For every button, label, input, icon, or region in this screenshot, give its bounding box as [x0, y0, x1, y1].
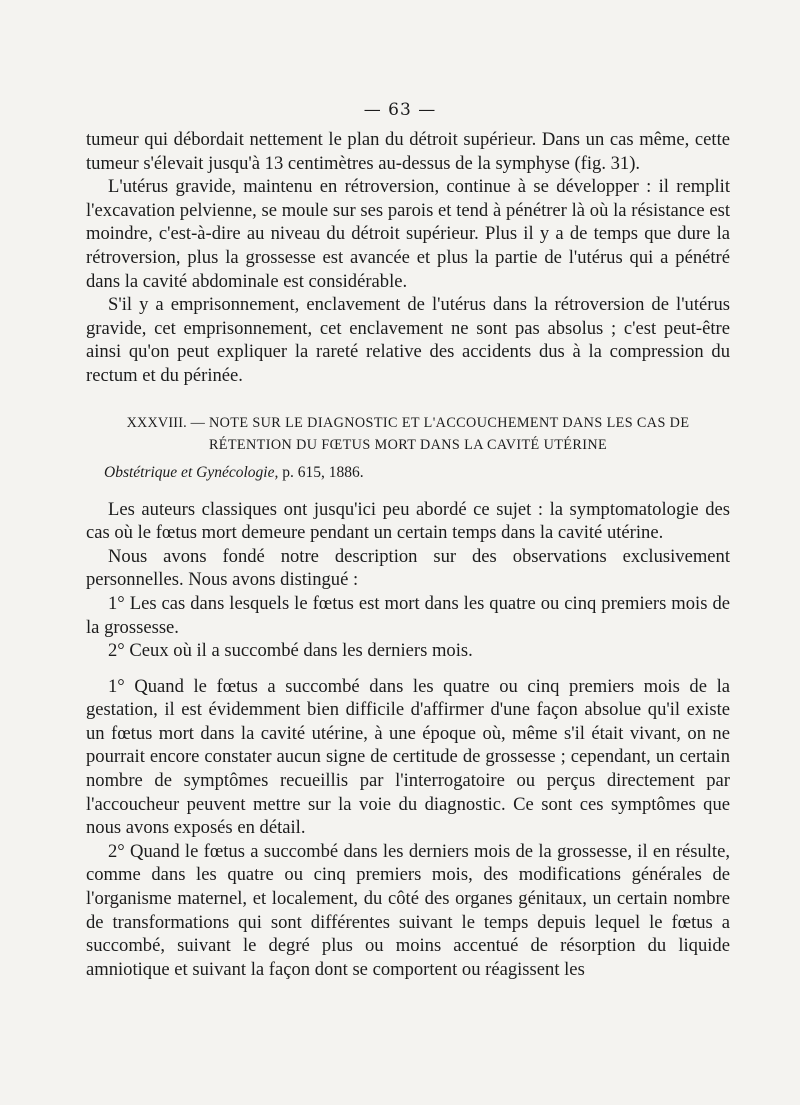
note-number: XXXVIII. —: [126, 414, 206, 431]
paragraph-description: Nous avons fondé notre description sur des observations exclusivement personnelles. Nous avons distingué :: [86, 545, 730, 591]
note-heading: [86, 412, 730, 456]
paragraph-case-2-detail: 2° Quand le fœtus a succombé dans les derniers mois de la grossesse, il en résulte, comme dans les quatre ou cinq premiers mois, des modifications générales de l'organisme maternel, et localement, du côté des organes génitaux, un certain nombre de transformations qui sont différentes suivant le temps depuis lequel le fœtus a succombé, suivant le degré plus ou moins accentué de résorption du liquide amniotique et suivant la façon dont se comportent ou réagissent les: [86, 840, 730, 980]
page-number: — 63 —: [363, 100, 437, 120]
paragraph-emprisonnement: S'il y a emprisonnement, enclavement de l'utérus dans la rétroversion de l'utérus gravide, cet emprisonnement, cet enclavement ne sont pas absolus ; c'est peut-être ainsi qu'on peut expliquer la rareté relative des accidents dus à la compression du rectum et du périnée.: [86, 294, 730, 386]
paragraph-uterus-retroversion: L'utérus gravide, maintenu en rétroversion, continue à se développer : il remplit l'excavation pelvienne, se moule sur ses parois et tend à pénétrer là où la résistance est moindre, c'est-à-dire au niveau du détroit supérieur. Plus il y a de temps que dure la rétroversion, plus la grossesse est avancée et plus la partie de l'utérus qui a pénétré dans la cavité abdominale est considérable.: [86, 176, 730, 292]
paragraph-intro: Les auteurs classiques ont jusqu'ici peu abordé ce sujet : la symptomatologie des cas où le fœtus mort demeure pendant un certain temps dans la cavité utérine.: [86, 498, 730, 544]
citation-reference: p. 615, 1886.: [282, 463, 364, 481]
paragraph-continued: tumeur qui débordait nettement le plan du détroit supérieur. Dans un cas même, cette tumeur s'élevait jusqu'à 13 centimètres au-dessus de la symphyse (fig. 31).: [86, 129, 730, 174]
paragraph-case-1-detail: 1° Quand le fœtus a succombé dans les quatre ou cinq premiers mois de la gestation, il est évidemment bien difficile d'affirmer d'une façon absolue qu'il existe un fœtus mort dans la cavité utérine, à une époque où, même s'il était vivant, on ne pourrait encore constater aucun signe de certitude de grossesse ; cependant, un certain nombre de symptômes recueillis par l'interrogatoire ou perçus directement par l'accoucheur peuvent mettre sur la voie du diagnostic. Ce sont ces symptômes que nous avons exposés en détail.: [86, 675, 730, 839]
page-body: [86, 128, 730, 981]
list-item-case-2: 2° Ceux où il a succombé dans les derniers mois.: [108, 640, 473, 662]
citation-journal: Obstétrique et Gynécologie,: [104, 463, 279, 481]
section-spacer: [86, 388, 730, 412]
note-title: NOTE SUR LE DIAGNOSTIC ET L'ACCOUCHEMENT DANS LES CAS DE RÉTENTION DU FŒTUS MORT DANS LA CAVITÉ UTÉRINE: [208, 414, 690, 453]
section-spacer: [86, 484, 730, 498]
note-citation: [104, 462, 730, 484]
list-item-case-1: 1° Les cas dans lesquels le fœtus est mort dans les quatre ou cinq premiers mois de la grossesse.: [86, 592, 730, 638]
section-spacer: [86, 663, 730, 675]
